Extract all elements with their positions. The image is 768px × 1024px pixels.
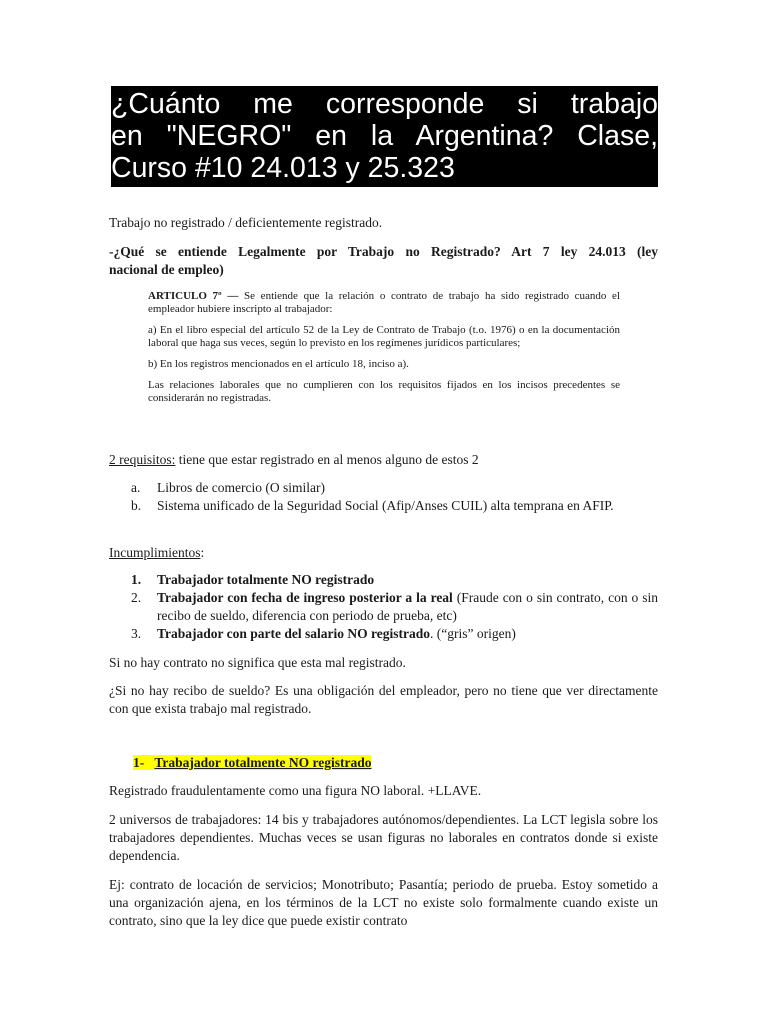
section-1-number: 1- xyxy=(133,755,145,770)
paragraph-fraud: Registrado fraudulentamente como una figura NO laboral. +LLAVE. xyxy=(109,783,482,798)
article-quote xyxy=(148,290,620,405)
quote-paragraph-4: Las relaciones laborales que no cumplieren con los requisitos fijados en los incisos precedentes se considerarán no registradas. xyxy=(148,379,620,404)
list-item-text: . (“gris” origen) xyxy=(429,626,516,641)
list-marker: a. xyxy=(131,480,141,495)
paragraph-ejemplo: Ej: contrato de locación de servicios; Monotributo; Pasantía; periodo de prueba. Estoy sometido a una organización ajena, en los términos de la LCT no existe solo formalmente cuando existe un contrato, sino que la ley dice que puede existir contrato xyxy=(109,877,658,928)
intro-text: Trabajo no registrado / deficientemente registrado. xyxy=(109,215,383,230)
requisitos-line xyxy=(109,451,658,469)
list-item xyxy=(109,625,658,643)
list-item-bold: Trabajador con fecha de ingreso posterior a la real xyxy=(157,590,453,605)
title-line-1: ¿Cuánto me corresponde si trabajo xyxy=(111,88,658,120)
incumplimientos-label: Incumplimientos xyxy=(109,545,201,560)
quote-paragraph-1 xyxy=(148,290,620,316)
title-line-3: Curso #10 24.013 y 25.323 xyxy=(111,152,455,184)
list-item xyxy=(109,571,658,589)
quote-paragraph-3: b) En los registros mencionados en el artículo 18, inciso a). xyxy=(148,358,409,370)
list-marker: b. xyxy=(131,498,142,513)
list-marker: 2. xyxy=(131,590,142,605)
list-item-text: (Fraude con o sin contrato, con o sin recibo de sueldo, diferencia con periodo de prueba, etc) xyxy=(157,590,658,623)
list-item xyxy=(109,497,658,515)
quote-paragraph-2: a) En el libro especial del artículo 52 de la Ley de Contrato de Trabajo (t.o. 1976) o en la documentación laboral que haga sus veces, según lo previsto en los regímenes jurídicos particulares; xyxy=(148,324,620,349)
title-line-2: en "NEGRO" en la Argentina? Clase, xyxy=(111,120,658,152)
incumplimientos-colon: : xyxy=(200,545,205,560)
requisitos-list xyxy=(109,479,658,515)
legal-question-line-2: nacional de empleo) xyxy=(109,262,224,277)
list-marker: 1. xyxy=(131,572,142,587)
list-item-bold: Trabajador con parte del salario NO registrado xyxy=(157,626,430,641)
paragraph-recibo: ¿Si no hay recibo de sueldo? Es una obligación del empleador, pero no tiene que ver directamente con que exista trabajo mal registrado. xyxy=(109,683,658,716)
section-1-title: Trabajador totalmente NO registrado xyxy=(154,755,372,770)
requisitos-text: tiene que estar registrado en al menos alguno de estos 2 xyxy=(175,452,479,467)
list-item-text: Sistema unificado de la Seguridad Social (Afip/Anses CUIL) alta temprana en AFIP. xyxy=(157,498,614,513)
requisitos-label: 2 requisitos: xyxy=(109,452,176,467)
list-marker: 3. xyxy=(131,626,142,641)
list-item xyxy=(109,589,658,625)
paragraph-contrato: Si no hay contrato no significa que esta mal registrado. xyxy=(109,655,406,670)
article-heading: ARTICULO 7º — xyxy=(148,290,239,302)
document-title xyxy=(111,86,658,187)
list-item-bold: Trabajador totalmente NO registrado xyxy=(157,572,375,587)
list-item-text: Libros de comercio (O similar) xyxy=(157,480,325,495)
section-1-heading xyxy=(133,754,371,772)
list-item xyxy=(109,479,658,497)
legal-question xyxy=(109,243,658,279)
incumplimientos-heading xyxy=(109,544,658,562)
article-text: Se entiende que la relación o contrato de trabajo ha sido registrado cuando el empleador hubiere inscripto al trabajador: xyxy=(148,290,620,315)
incumplimientos-list xyxy=(109,571,658,643)
legal-question-line-1: -¿Qué se entiende Legalmente por Trabajo no Registrado? Art 7 ley 24.013 (ley xyxy=(109,244,658,259)
paragraph-universos: 2 universos de trabajadores: 14 bis y trabajadores autónomos/dependientes. La LCT legisla sobre los trabajadores dependientes. Muchas veces se usan figuras no laborales en contratos donde si existe dependencia. xyxy=(109,812,658,863)
